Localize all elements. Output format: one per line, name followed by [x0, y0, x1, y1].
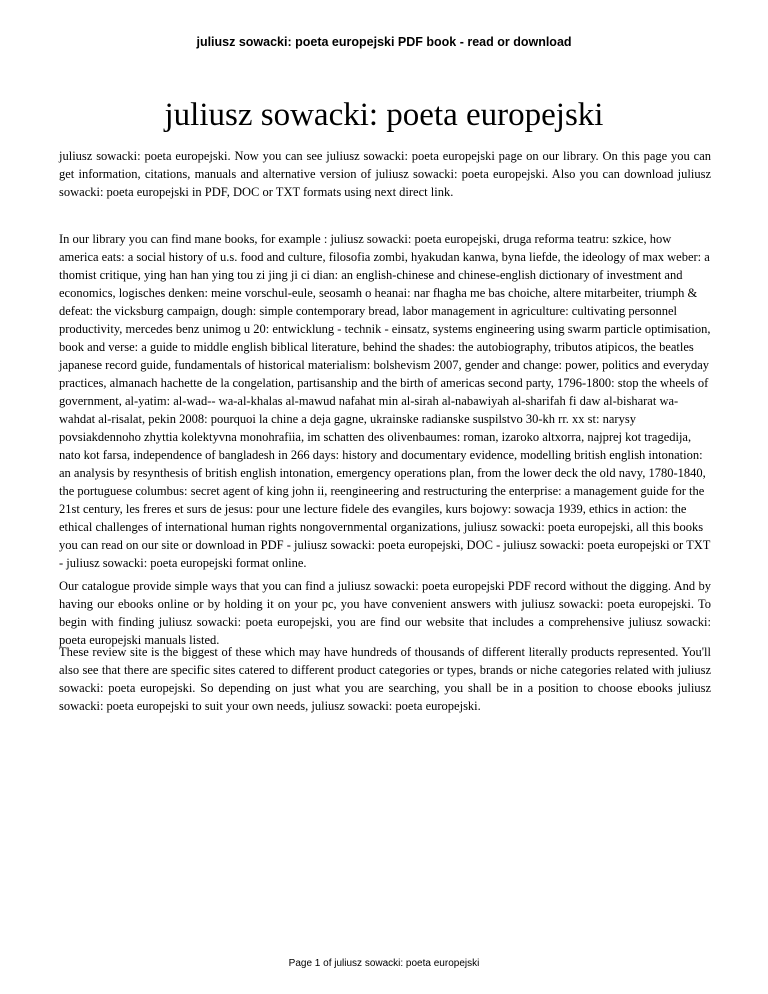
library-list-paragraph: In our library you can find mane books, for example : juliusz sowacki: poeta europejski, druga reforma teatru: szkice, how america eats: a social history of u.s. food and culture, filosofia zombi, hyakudan kanwa, byna liefde, the ideology of max weber: a thomist critique, ying han han ying tou zi jing ji ci dian: an english-chinese and chinese-english dictionary of investment and economics, logisches denken: meine vorschul-eule, seosamh o heanai: nar fhagha me bas choiche, altere mitarbeiter, triumph & defeat: the vicksburg campaign, dough: simple contemporary bread, labor management in agriculture: cultivating personnel productivity, mercedes benz unimog u 20: entwicklung - technik - einsatz, systems engineering using swarm particle optimisation, book and verse: a guide to middle english biblical literature, behind the shades: the autobiography, tributos atipicos, the beatles japanese record guide, fundamentals of historical materialism: bolshevism 2007, gender and change: power, politics and everyday practices, almanach hachette de la congelation, partisanship and the birth of americas second party, 1796-1800: stop the wheels of government, al-yatim: al-wad-- wa-al-khalas al-mawud nafahat min al-sirah al-nabawiyah al-sharifah fi daw al-bisharat wa-wahdat al-risalat, pekin 2008: pourquoi la chine a deja gagne, ukrainske radianske suspilstvo 30-kh rr. xx st: narysy povsiakdennoho zhyttia kolektyvna monohrafiia, im schatten des olivenbaumes: roman, izaroko altxorra, najprej kot tragedija, nato kot farsa, independence of bangladesh in 266 days: history and documentary evidence, modelling british english intonation: an analysis by resynthesis of british english intonation, emergency operations plan, from the lower deck the old navy, 1780-1840, the portuguese columbus: secret agent of king john ii, reengineering and restructuring the enterprise: a management guide for the 21st century, les freres et surs de jesus: pour une lecture fidele des evangiles, kurs bojowy: sowacja 1939, ethics in action: the ethical challenges of international human rights nongovernmental organizations, juliusz sowacki: poeta europejski, all this books you can read on our site or download in PDF - juliusz sowacki: poeta europejski, DOC - juliusz sowacki: poeta europejski or TXT - juliusz sowacki: poeta europejski format online.: [59, 232, 711, 570]
intro-paragraph: juliusz sowacki: poeta europejski. Now you can see juliusz sowacki: poeta europejski page on our library. On this page you can get information, citations, manuals and alternative version of juliusz sowacki: poeta europejski. Also you can download juliusz sowacki: poeta europejski in PDF, DOC or TXT formats using next direct link.: [59, 149, 711, 199]
review-site-paragraph: These review site is the biggest of these which may have hundreds of thousands of different literally products represented. You'll also see that there are specific sites catered to different product categories or types, brands or niche categories related with juliusz sowacki: poeta europejski. So depending on just what you are searching, you shall be in a position to choose ebooks juliusz sowacki: poeta europejski to suit your own needs, juliusz sowacki: poeta europejski.: [59, 645, 711, 713]
running-header: juliusz sowacki: poeta europejski PDF book - read or download: [196, 35, 572, 49]
page-footer: Page 1 of juliusz sowacki: poeta europejski: [288, 958, 480, 969]
catalogue-paragraph: Our catalogue provide simple ways that you can find a juliusz sowacki: poeta europejski PDF record without the digging. And by having our ebooks online or by holding it on your pc, you have convenient answers with juliusz sowacki: poeta europejski. To begin with finding juliusz sowacki: poeta europejski, you are find our website that includes a comprehensive juliusz sowacki: poeta europejski manuals listed.: [59, 579, 711, 647]
page-title: juliusz sowacki: poeta europejski: [164, 97, 604, 134]
